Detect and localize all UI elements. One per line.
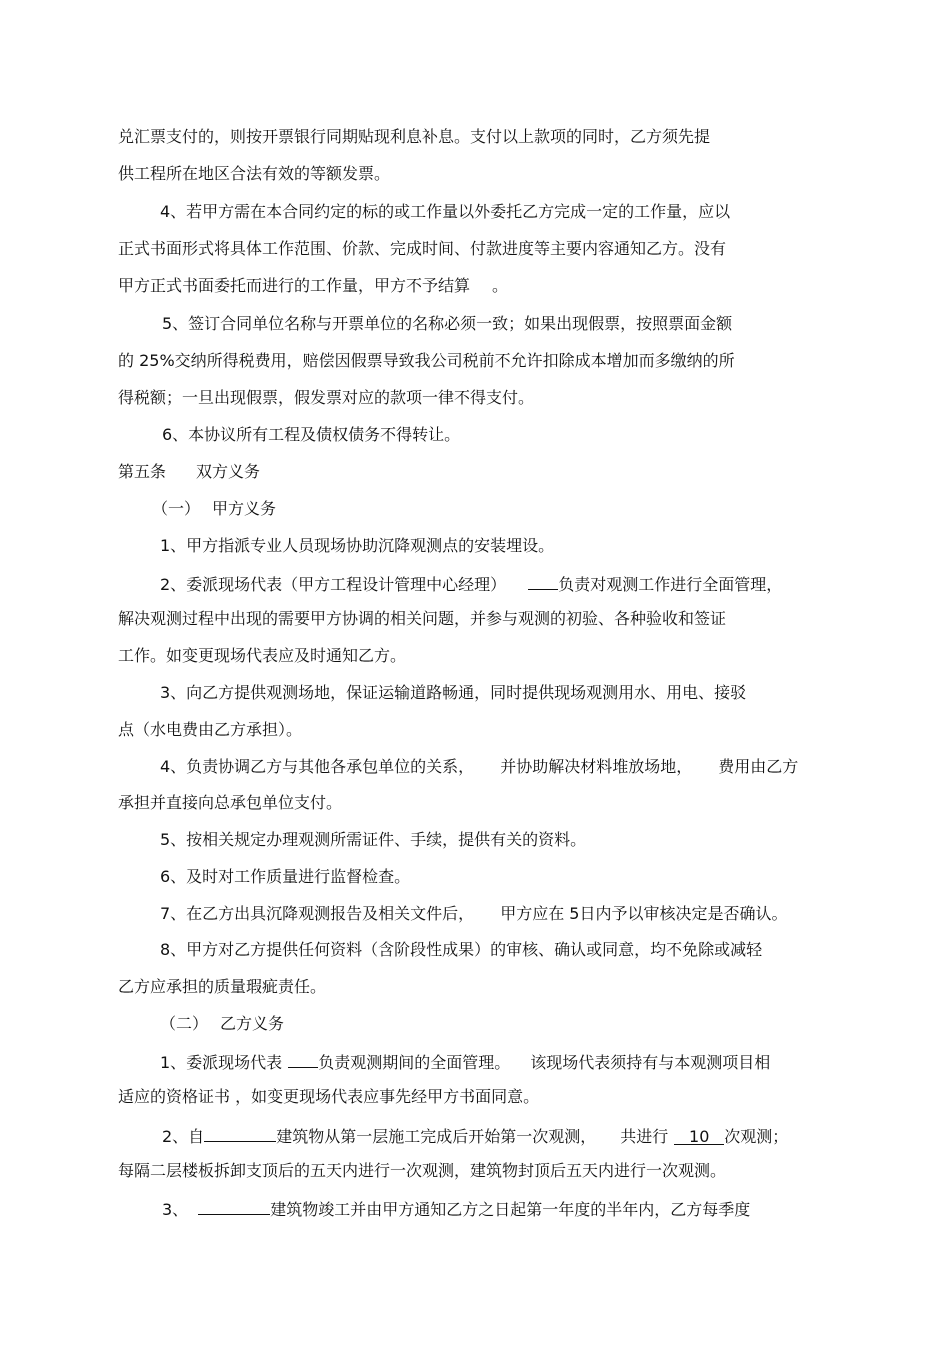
fill-blank <box>198 1196 270 1215</box>
text: （一） <box>152 499 201 518</box>
text: 解决观测过程中出现的需要甲方协调的相关问题，并参与观测的初验、各种验收和签证 <box>118 609 727 628</box>
text: 3、 <box>162 1200 189 1219</box>
text: 5、按相关规定办理观测所需证件、手续，提供有关的资料。 <box>160 830 587 849</box>
section-heading <box>152 498 276 520</box>
text: 双方义务 <box>196 462 261 481</box>
text: 甲方正式书面委托而进行的工作量，甲方不予结算 <box>118 276 471 295</box>
text: 2、自 <box>162 1127 205 1146</box>
text: 负责对观测工作进行全面管理， <box>558 575 783 594</box>
text: 并协助解决材料堆放场地， <box>500 757 693 776</box>
text: 建筑物竣工并由甲方通知乙方之日起第一年度的半年内，乙方每季度 <box>270 1200 751 1219</box>
paragraph-line <box>118 645 406 667</box>
section-heading <box>160 1013 284 1035</box>
text: 费用由乙方 <box>718 757 799 776</box>
paragraph-line <box>162 1196 750 1221</box>
text: 得税额；一旦出现假票，假发票对应的款项一律不得支付。 <box>118 388 535 407</box>
text: 次观测； <box>724 1127 789 1146</box>
text: 1、甲方指派专业人员现场协助沉降观测点的安装埋设。 <box>160 536 555 555</box>
paragraph-line <box>160 682 746 704</box>
paragraph-line <box>118 1160 726 1182</box>
text: 。 <box>492 276 509 295</box>
fill-blank <box>528 571 558 590</box>
text: 适应的资格证书 ，如变更现场代表应事先经甲方书面同意。 <box>118 1087 540 1106</box>
paragraph-line <box>118 719 302 741</box>
paragraph-line <box>118 792 342 814</box>
paragraph-line <box>118 350 735 372</box>
fill-blank <box>288 1049 318 1068</box>
paragraph-line <box>160 829 586 851</box>
paragraph-line <box>160 756 798 778</box>
paragraph-line <box>118 1086 539 1108</box>
text: （二） <box>160 1014 209 1033</box>
text: 承担并直接向总承包单位支付。 <box>118 793 343 812</box>
text: 7、在乙方出具沉降观测报告及相关文件后， <box>160 904 475 923</box>
text: 8、甲方对乙方提供任何资料（含阶段性成果）的审核、确认或同意，均不免除或减轻 <box>160 940 763 959</box>
observation-count: 10 <box>674 1126 724 1145</box>
text: 正式书面形式将具体工作范围、价款、完成时间、付款进度等主要内容通知乙方。没有 <box>118 239 727 258</box>
text: 5、签订合同单位名称与开票单位的名称必须一致；如果出现假票，按照票面金额 <box>162 314 733 333</box>
article-heading <box>118 461 260 483</box>
text: 第五条 <box>118 462 167 481</box>
paragraph-line <box>118 976 326 998</box>
paragraph-line <box>118 608 726 630</box>
text: 2、委派现场代表（甲方工程设计管理中心经理） <box>160 575 507 594</box>
text: 甲方应在 5日内予以审核决定是否确认。 <box>500 904 788 923</box>
paragraph-line <box>118 163 390 185</box>
text: 工作。如变更现场代表应及时通知乙方。 <box>118 646 407 665</box>
paragraph-line <box>160 903 787 925</box>
paragraph-line <box>118 387 534 409</box>
text: 6、及时对工作质量进行监督检查。 <box>160 867 411 886</box>
text: 兑汇票支付的，则按开票银行同期贴现利息补息。支付以上款项的同时，乙方须先提 <box>118 127 711 146</box>
fill-blank <box>204 1123 276 1142</box>
text: 1、委派现场代表 <box>160 1053 283 1072</box>
paragraph-line <box>162 313 732 335</box>
paragraph-line <box>160 1049 770 1074</box>
text: 该现场代表须持有与本观测项目相 <box>530 1053 771 1072</box>
text: 乙方义务 <box>220 1014 285 1033</box>
paragraph-line <box>118 126 710 148</box>
text: 乙方应承担的质量瑕疵责任。 <box>118 977 327 996</box>
paragraph-line <box>162 424 460 446</box>
paragraph-line <box>118 238 726 260</box>
paragraph-line <box>160 571 782 596</box>
paragraph-line <box>160 201 730 223</box>
text: 负责观测期间的全面管理。 <box>318 1053 511 1072</box>
paragraph-line <box>162 1123 788 1148</box>
text: 建筑物从第一层施工完成后开始第一次观测， <box>276 1127 597 1146</box>
text: 3、向乙方提供观测场地，保证运输道路畅通，同时提供现场观测用水、用电、接驳 <box>160 683 747 702</box>
text: 4、若甲方需在本合同约定的标的或工作量以外委托乙方完成一定的工作量，应以 <box>160 202 731 221</box>
text: 每隔二层楼板拆卸支顶后的五天内进行一次观测，建筑物封顶后五天内进行一次观测。 <box>118 1161 727 1180</box>
paragraph-line <box>160 939 762 961</box>
paragraph-line <box>160 535 554 557</box>
text: 共进行 <box>620 1127 669 1146</box>
text: 供工程所在地区合法有效的等额发票。 <box>118 164 391 183</box>
paragraph-line <box>160 866 410 888</box>
text: 甲方义务 <box>212 499 277 518</box>
text: 点（水电费由乙方承担）。 <box>118 720 303 739</box>
paragraph-line <box>118 275 508 297</box>
text: 4、负责协调乙方与其他各承包单位的关系， <box>160 757 475 776</box>
text: 6、本协议所有工程及债权债务不得转让。 <box>162 425 461 444</box>
text: 的 25%交纳所得税费用，赔偿因假票导致我公司税前不允许扣除成本增加而多缴纳的所 <box>118 351 735 370</box>
